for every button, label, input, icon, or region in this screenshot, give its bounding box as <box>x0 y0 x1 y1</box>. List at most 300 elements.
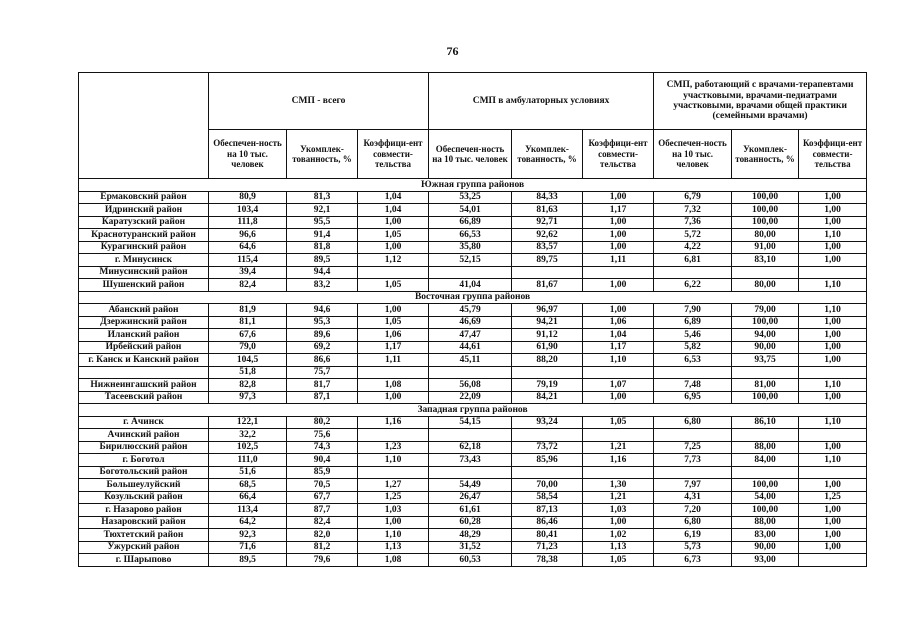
table-cell <box>358 366 429 379</box>
table-cell: 61,90 <box>512 341 583 354</box>
table-cell: 92,3 <box>209 529 287 542</box>
table-cell: 93,00 <box>732 554 799 567</box>
table-cell: 74,3 <box>287 441 358 454</box>
group-header-smp-district-doctors: СМП, работающий с врачами-терапевтами участковыми, врачами-педиатрами участковыми, врачами общей практики (семейными врачами) <box>654 73 867 130</box>
table-cell: 89,75 <box>512 254 583 267</box>
table-cell: 1,00 <box>358 241 429 254</box>
district-name: Иланский район <box>79 329 209 342</box>
table-row <box>79 466 867 479</box>
table-cell: 94,4 <box>287 266 358 279</box>
sub-header-staffing: Укомплек-тованность, % <box>287 130 358 179</box>
table-cell: 80,2 <box>287 416 358 429</box>
table-cell: 100,00 <box>732 479 799 492</box>
table-cell: 31,52 <box>429 541 512 554</box>
table-row <box>79 341 867 354</box>
table-cell: 83,00 <box>732 529 799 542</box>
table-cell: 7,90 <box>654 304 732 317</box>
table-cell: 91,4 <box>287 229 358 242</box>
table-cell: 1,06 <box>583 316 654 329</box>
table-cell: 1,00 <box>799 216 867 229</box>
table-cell: 48,29 <box>429 529 512 542</box>
table-cell: 1,04 <box>358 204 429 217</box>
table-cell: 90,00 <box>732 541 799 554</box>
table-cell: 54,49 <box>429 479 512 492</box>
table-cell: 1,00 <box>583 391 654 404</box>
table-cell <box>512 366 583 379</box>
district-name: Ермаковский район <box>79 191 209 204</box>
table-cell: 45,11 <box>429 354 512 367</box>
table-cell: 1,00 <box>799 541 867 554</box>
table-cell: 6,81 <box>654 254 732 267</box>
table-cell: 81,67 <box>512 279 583 292</box>
table-cell: 88,20 <box>512 354 583 367</box>
table-cell: 1,05 <box>583 416 654 429</box>
table-cell: 7,32 <box>654 204 732 217</box>
district-name: Шушенский район <box>79 279 209 292</box>
table-cell: 1,00 <box>799 441 867 454</box>
table-cell: 1,10 <box>799 229 867 242</box>
table-cell <box>583 466 654 479</box>
table-cell: 93,75 <box>732 354 799 367</box>
table-cell: 32,2 <box>209 429 287 442</box>
table-cell: 1,11 <box>583 254 654 267</box>
sub-header-coefficient: Коэффици-ент совмести-тельства <box>583 130 654 179</box>
table-cell: 92,71 <box>512 216 583 229</box>
table-cell: 4,31 <box>654 491 732 504</box>
table-cell: 41,04 <box>429 279 512 292</box>
district-name: Идринский район <box>79 204 209 217</box>
table-cell: 90,00 <box>732 341 799 354</box>
table-cell: 67,6 <box>209 329 287 342</box>
table-cell: 66,4 <box>209 491 287 504</box>
table-cell <box>512 266 583 279</box>
table-cell <box>732 266 799 279</box>
district-name: Абанский район <box>79 304 209 317</box>
table-cell: 1,00 <box>583 191 654 204</box>
table-cell: 95,3 <box>287 316 358 329</box>
table-cell: 113,4 <box>209 504 287 517</box>
table-cell: 1,12 <box>358 254 429 267</box>
table-cell: 58,54 <box>512 491 583 504</box>
table-cell: 68,5 <box>209 479 287 492</box>
table-cell: 7,48 <box>654 379 732 392</box>
table-cell: 1,08 <box>358 554 429 567</box>
table-cell: 102,5 <box>209 441 287 454</box>
table-cell: 7,73 <box>654 454 732 467</box>
table-cell: 6,95 <box>654 391 732 404</box>
table-cell: 87,1 <box>287 391 358 404</box>
table-cell: 7,25 <box>654 441 732 454</box>
table-cell <box>654 429 732 442</box>
table-cell: 96,6 <box>209 229 287 242</box>
table-row <box>79 216 867 229</box>
table-cell: 51,8 <box>209 366 287 379</box>
table-cell: 1,00 <box>799 329 867 342</box>
table-cell: 1,00 <box>799 479 867 492</box>
table-cell: 53,25 <box>429 191 512 204</box>
table-cell: 61,61 <box>429 504 512 517</box>
table-cell: 115,4 <box>209 254 287 267</box>
table-row <box>79 479 867 492</box>
table-cell: 26,47 <box>429 491 512 504</box>
table-cell: 1,03 <box>358 504 429 517</box>
table-cell: 81,1 <box>209 316 287 329</box>
sub-header-coefficient: Коэффици-ент совмести-тельства <box>799 130 867 179</box>
group-label: Южная группа районов <box>79 179 867 192</box>
table-row <box>79 516 867 529</box>
table-row <box>79 379 867 392</box>
table-cell: 1,00 <box>358 216 429 229</box>
table-cell: 111,0 <box>209 454 287 467</box>
smp-staffing-table <box>78 72 867 567</box>
table-cell <box>654 466 732 479</box>
table-cell: 92,62 <box>512 229 583 242</box>
table-cell: 88,00 <box>732 441 799 454</box>
table-cell: 39,4 <box>209 266 287 279</box>
table-cell: 1,08 <box>358 379 429 392</box>
table-cell: 6,19 <box>654 529 732 542</box>
district-name: Бирилюсский район <box>79 441 209 454</box>
table-cell: 80,9 <box>209 191 287 204</box>
table-row <box>79 541 867 554</box>
table-row <box>79 391 867 404</box>
table-cell: 35,80 <box>429 241 512 254</box>
group-label: Западная группа районов <box>79 404 867 417</box>
table-cell: 82,0 <box>287 529 358 542</box>
table-cell: 80,00 <box>732 279 799 292</box>
group-row <box>79 291 867 304</box>
table-cell: 1,10 <box>799 454 867 467</box>
table-cell: 84,00 <box>732 454 799 467</box>
table-cell: 7,20 <box>654 504 732 517</box>
group-label: Восточная группа районов <box>79 291 867 304</box>
page-number: 76 <box>446 44 459 58</box>
table-cell: 6,22 <box>654 279 732 292</box>
table-cell: 82,8 <box>209 379 287 392</box>
table-row <box>79 241 867 254</box>
table-cell: 86,6 <box>287 354 358 367</box>
table-cell: 100,00 <box>732 191 799 204</box>
table-row <box>79 279 867 292</box>
table-cell: 93,24 <box>512 416 583 429</box>
table-cell: 1,05 <box>358 316 429 329</box>
table-cell: 4,22 <box>654 241 732 254</box>
district-name: г. Боготол <box>79 454 209 467</box>
table-cell: 1,00 <box>799 516 867 529</box>
table-cell: 1,10 <box>799 304 867 317</box>
district-name: Боготольский район <box>79 466 209 479</box>
table-row <box>79 266 867 279</box>
table-row <box>79 454 867 467</box>
table-cell: 64,6 <box>209 241 287 254</box>
table-cell: 83,2 <box>287 279 358 292</box>
table-cell: 70,00 <box>512 479 583 492</box>
sub-header-provision: Обеспечен-ность на 10 тыс. человек <box>654 130 732 179</box>
table-cell: 66,89 <box>429 216 512 229</box>
table-cell: 100,00 <box>732 504 799 517</box>
table-cell: 79,19 <box>512 379 583 392</box>
table-cell: 7,97 <box>654 479 732 492</box>
table-cell: 1,00 <box>799 241 867 254</box>
district-name: Ужурский район <box>79 541 209 554</box>
table-row <box>79 229 867 242</box>
table-cell <box>583 266 654 279</box>
table-cell <box>583 429 654 442</box>
table-cell: 5,73 <box>654 541 732 554</box>
table-cell: 1,10 <box>358 529 429 542</box>
table-cell: 51,6 <box>209 466 287 479</box>
table-cell <box>358 266 429 279</box>
table-cell: 92,1 <box>287 204 358 217</box>
table-cell: 1,13 <box>358 541 429 554</box>
table-cell: 79,6 <box>287 554 358 567</box>
table-cell: 64,2 <box>209 516 287 529</box>
table-cell: 1,00 <box>583 241 654 254</box>
table-cell: 83,57 <box>512 241 583 254</box>
table-cell: 70,5 <box>287 479 358 492</box>
table-cell: 1,21 <box>583 491 654 504</box>
sub-header-provision: Обеспечен-ность на 10 тыс. человек <box>209 130 287 179</box>
table-cell: 1,00 <box>799 316 867 329</box>
table-cell: 1,17 <box>358 341 429 354</box>
table-cell <box>799 366 867 379</box>
table-cell: 46,69 <box>429 316 512 329</box>
table-cell: 1,10 <box>799 416 867 429</box>
table-cell: 1,03 <box>583 504 654 517</box>
table-cell: 94,6 <box>287 304 358 317</box>
table-cell: 97,3 <box>209 391 287 404</box>
table-cell: 6,80 <box>654 516 732 529</box>
sub-header-coefficient: Коэффици-ент совмести-тельства <box>358 130 429 179</box>
table-cell: 103,4 <box>209 204 287 217</box>
table-cell: 6,89 <box>654 316 732 329</box>
table-cell: 81,8 <box>287 241 358 254</box>
table-cell: 82,4 <box>287 516 358 529</box>
district-name: Тасеевский район <box>79 391 209 404</box>
table-cell: 87,7 <box>287 504 358 517</box>
table-cell: 1,00 <box>583 279 654 292</box>
table-cell: 1,21 <box>583 441 654 454</box>
table-cell: 75,6 <box>287 429 358 442</box>
table-cell <box>583 366 654 379</box>
table-cell: 1,00 <box>358 304 429 317</box>
table-cell: 5,82 <box>654 341 732 354</box>
table-cell: 71,23 <box>512 541 583 554</box>
table-cell: 90,4 <box>287 454 358 467</box>
table-row <box>79 504 867 517</box>
table-cell <box>799 466 867 479</box>
district-name: г. Ачинск <box>79 416 209 429</box>
district-name: г. Канск и Канский район <box>79 354 209 367</box>
table-cell: 1,04 <box>583 329 654 342</box>
table-cell: 22,09 <box>429 391 512 404</box>
table-cell: 73,72 <box>512 441 583 454</box>
table-cell: 44,61 <box>429 341 512 354</box>
table-cell: 60,28 <box>429 516 512 529</box>
table-cell: 54,00 <box>732 491 799 504</box>
table-cell: 69,2 <box>287 341 358 354</box>
district-name: Курагинский район <box>79 241 209 254</box>
table-cell: 1,00 <box>583 216 654 229</box>
table-cell: 1,07 <box>583 379 654 392</box>
table-cell: 100,00 <box>732 204 799 217</box>
group-header-smp-total: СМП - всего <box>209 73 429 130</box>
table-cell <box>429 266 512 279</box>
table-cell: 1,10 <box>358 454 429 467</box>
district-name <box>79 366 209 379</box>
district-name: Ачинский район <box>79 429 209 442</box>
table-cell: 94,00 <box>732 329 799 342</box>
table-row <box>79 554 867 567</box>
table-cell: 47,47 <box>429 329 512 342</box>
table-cell <box>429 466 512 479</box>
table-cell: 1,00 <box>799 391 867 404</box>
table-cell: 1,16 <box>358 416 429 429</box>
table-cell: 84,21 <box>512 391 583 404</box>
table-cell: 71,6 <box>209 541 287 554</box>
district-name: Тюхтетский район <box>79 529 209 542</box>
sub-header-staffing: Укомплек-тованность, % <box>732 130 799 179</box>
table-cell <box>654 266 732 279</box>
district-name: Большеулуйский <box>79 479 209 492</box>
table-cell: 54,15 <box>429 416 512 429</box>
table-cell: 86,10 <box>732 416 799 429</box>
table-cell: 6,80 <box>654 416 732 429</box>
table-cell: 111,8 <box>209 216 287 229</box>
table-cell: 122,1 <box>209 416 287 429</box>
table-cell: 1,25 <box>799 491 867 504</box>
table-cell <box>799 554 867 567</box>
table-cell <box>358 466 429 479</box>
table-cell: 85,9 <box>287 466 358 479</box>
table-cell <box>799 266 867 279</box>
table-cell: 1,16 <box>583 454 654 467</box>
table-cell: 81,3 <box>287 191 358 204</box>
table-cell <box>512 466 583 479</box>
table-row <box>79 316 867 329</box>
table-cell: 81,63 <box>512 204 583 217</box>
table-cell: 6,73 <box>654 554 732 567</box>
table-row <box>79 304 867 317</box>
table-cell: 1,10 <box>799 379 867 392</box>
table-cell <box>429 366 512 379</box>
table-cell: 94,21 <box>512 316 583 329</box>
table-cell: 66,53 <box>429 229 512 242</box>
table-cell: 1,05 <box>583 554 654 567</box>
district-name: г. Назарово район <box>79 504 209 517</box>
table-row <box>79 416 867 429</box>
sub-header-staffing: Укомплек-тованность, % <box>512 130 583 179</box>
table-cell: 81,2 <box>287 541 358 554</box>
table-cell: 6,79 <box>654 191 732 204</box>
table-cell: 1,13 <box>583 541 654 554</box>
table-cell: 1,30 <box>583 479 654 492</box>
table-cell: 73,43 <box>429 454 512 467</box>
table-cell: 89,5 <box>209 554 287 567</box>
district-name: Назаровский район <box>79 516 209 529</box>
table-cell <box>429 429 512 442</box>
table-cell: 104,5 <box>209 354 287 367</box>
table-cell: 5,72 <box>654 229 732 242</box>
table-cell: 1,00 <box>583 304 654 317</box>
table-cell: 91,12 <box>512 329 583 342</box>
group-row <box>79 179 867 192</box>
table-cell: 1,23 <box>358 441 429 454</box>
table-cell: 89,6 <box>287 329 358 342</box>
table-cell: 1,05 <box>358 279 429 292</box>
table-cell: 85,96 <box>512 454 583 467</box>
table-cell: 52,15 <box>429 254 512 267</box>
table-cell: 7,36 <box>654 216 732 229</box>
district-name: Каратузский район <box>79 216 209 229</box>
table-cell: 60,53 <box>429 554 512 567</box>
table-cell <box>654 366 732 379</box>
table-cell: 89,5 <box>287 254 358 267</box>
table-cell: 1,00 <box>799 529 867 542</box>
table-cell: 1,00 <box>799 504 867 517</box>
district-name: Краснотуранский район <box>79 229 209 242</box>
table-cell: 1,00 <box>799 191 867 204</box>
table-cell: 1,00 <box>583 516 654 529</box>
table-cell <box>732 466 799 479</box>
name-column-header <box>79 73 209 179</box>
table-cell: 1,02 <box>583 529 654 542</box>
group-header-smp-ambulatory: СМП в амбулаторных условиях <box>429 73 654 130</box>
table-row <box>79 366 867 379</box>
table-cell: 1,25 <box>358 491 429 504</box>
table-row <box>79 191 867 204</box>
table-cell: 5,46 <box>654 329 732 342</box>
table-cell: 81,7 <box>287 379 358 392</box>
table-cell: 75,7 <box>287 366 358 379</box>
table-cell: 100,00 <box>732 216 799 229</box>
table-cell <box>512 429 583 442</box>
table-cell <box>799 429 867 442</box>
table-row <box>79 204 867 217</box>
table-cell: 45,79 <box>429 304 512 317</box>
district-name: Минусинский район <box>79 266 209 279</box>
district-name: Ирбейский район <box>79 341 209 354</box>
table-cell: 1,00 <box>358 391 429 404</box>
table-cell: 1,27 <box>358 479 429 492</box>
table-cell: 84,33 <box>512 191 583 204</box>
district-name: Дзержинский район <box>79 316 209 329</box>
table-cell: 1,00 <box>358 516 429 529</box>
table-cell: 1,06 <box>358 329 429 342</box>
table-cell: 83,10 <box>732 254 799 267</box>
table-cell: 56,08 <box>429 379 512 392</box>
table-cell: 91,00 <box>732 241 799 254</box>
table-cell: 1,11 <box>358 354 429 367</box>
district-name: Нижнеингашский район <box>79 379 209 392</box>
table-cell: 86,46 <box>512 516 583 529</box>
table-row <box>79 329 867 342</box>
table-cell: 81,9 <box>209 304 287 317</box>
group-row <box>79 404 867 417</box>
table-cell <box>732 366 799 379</box>
table-cell: 88,00 <box>732 516 799 529</box>
table-cell: 1,17 <box>583 341 654 354</box>
table-cell: 1,17 <box>583 204 654 217</box>
table-cell: 80,00 <box>732 229 799 242</box>
table-cell: 100,00 <box>732 391 799 404</box>
table-body <box>79 179 867 567</box>
table-row <box>79 254 867 267</box>
table-row <box>79 441 867 454</box>
table-cell: 87,13 <box>512 504 583 517</box>
table-cell <box>358 429 429 442</box>
table-cell: 80,41 <box>512 529 583 542</box>
